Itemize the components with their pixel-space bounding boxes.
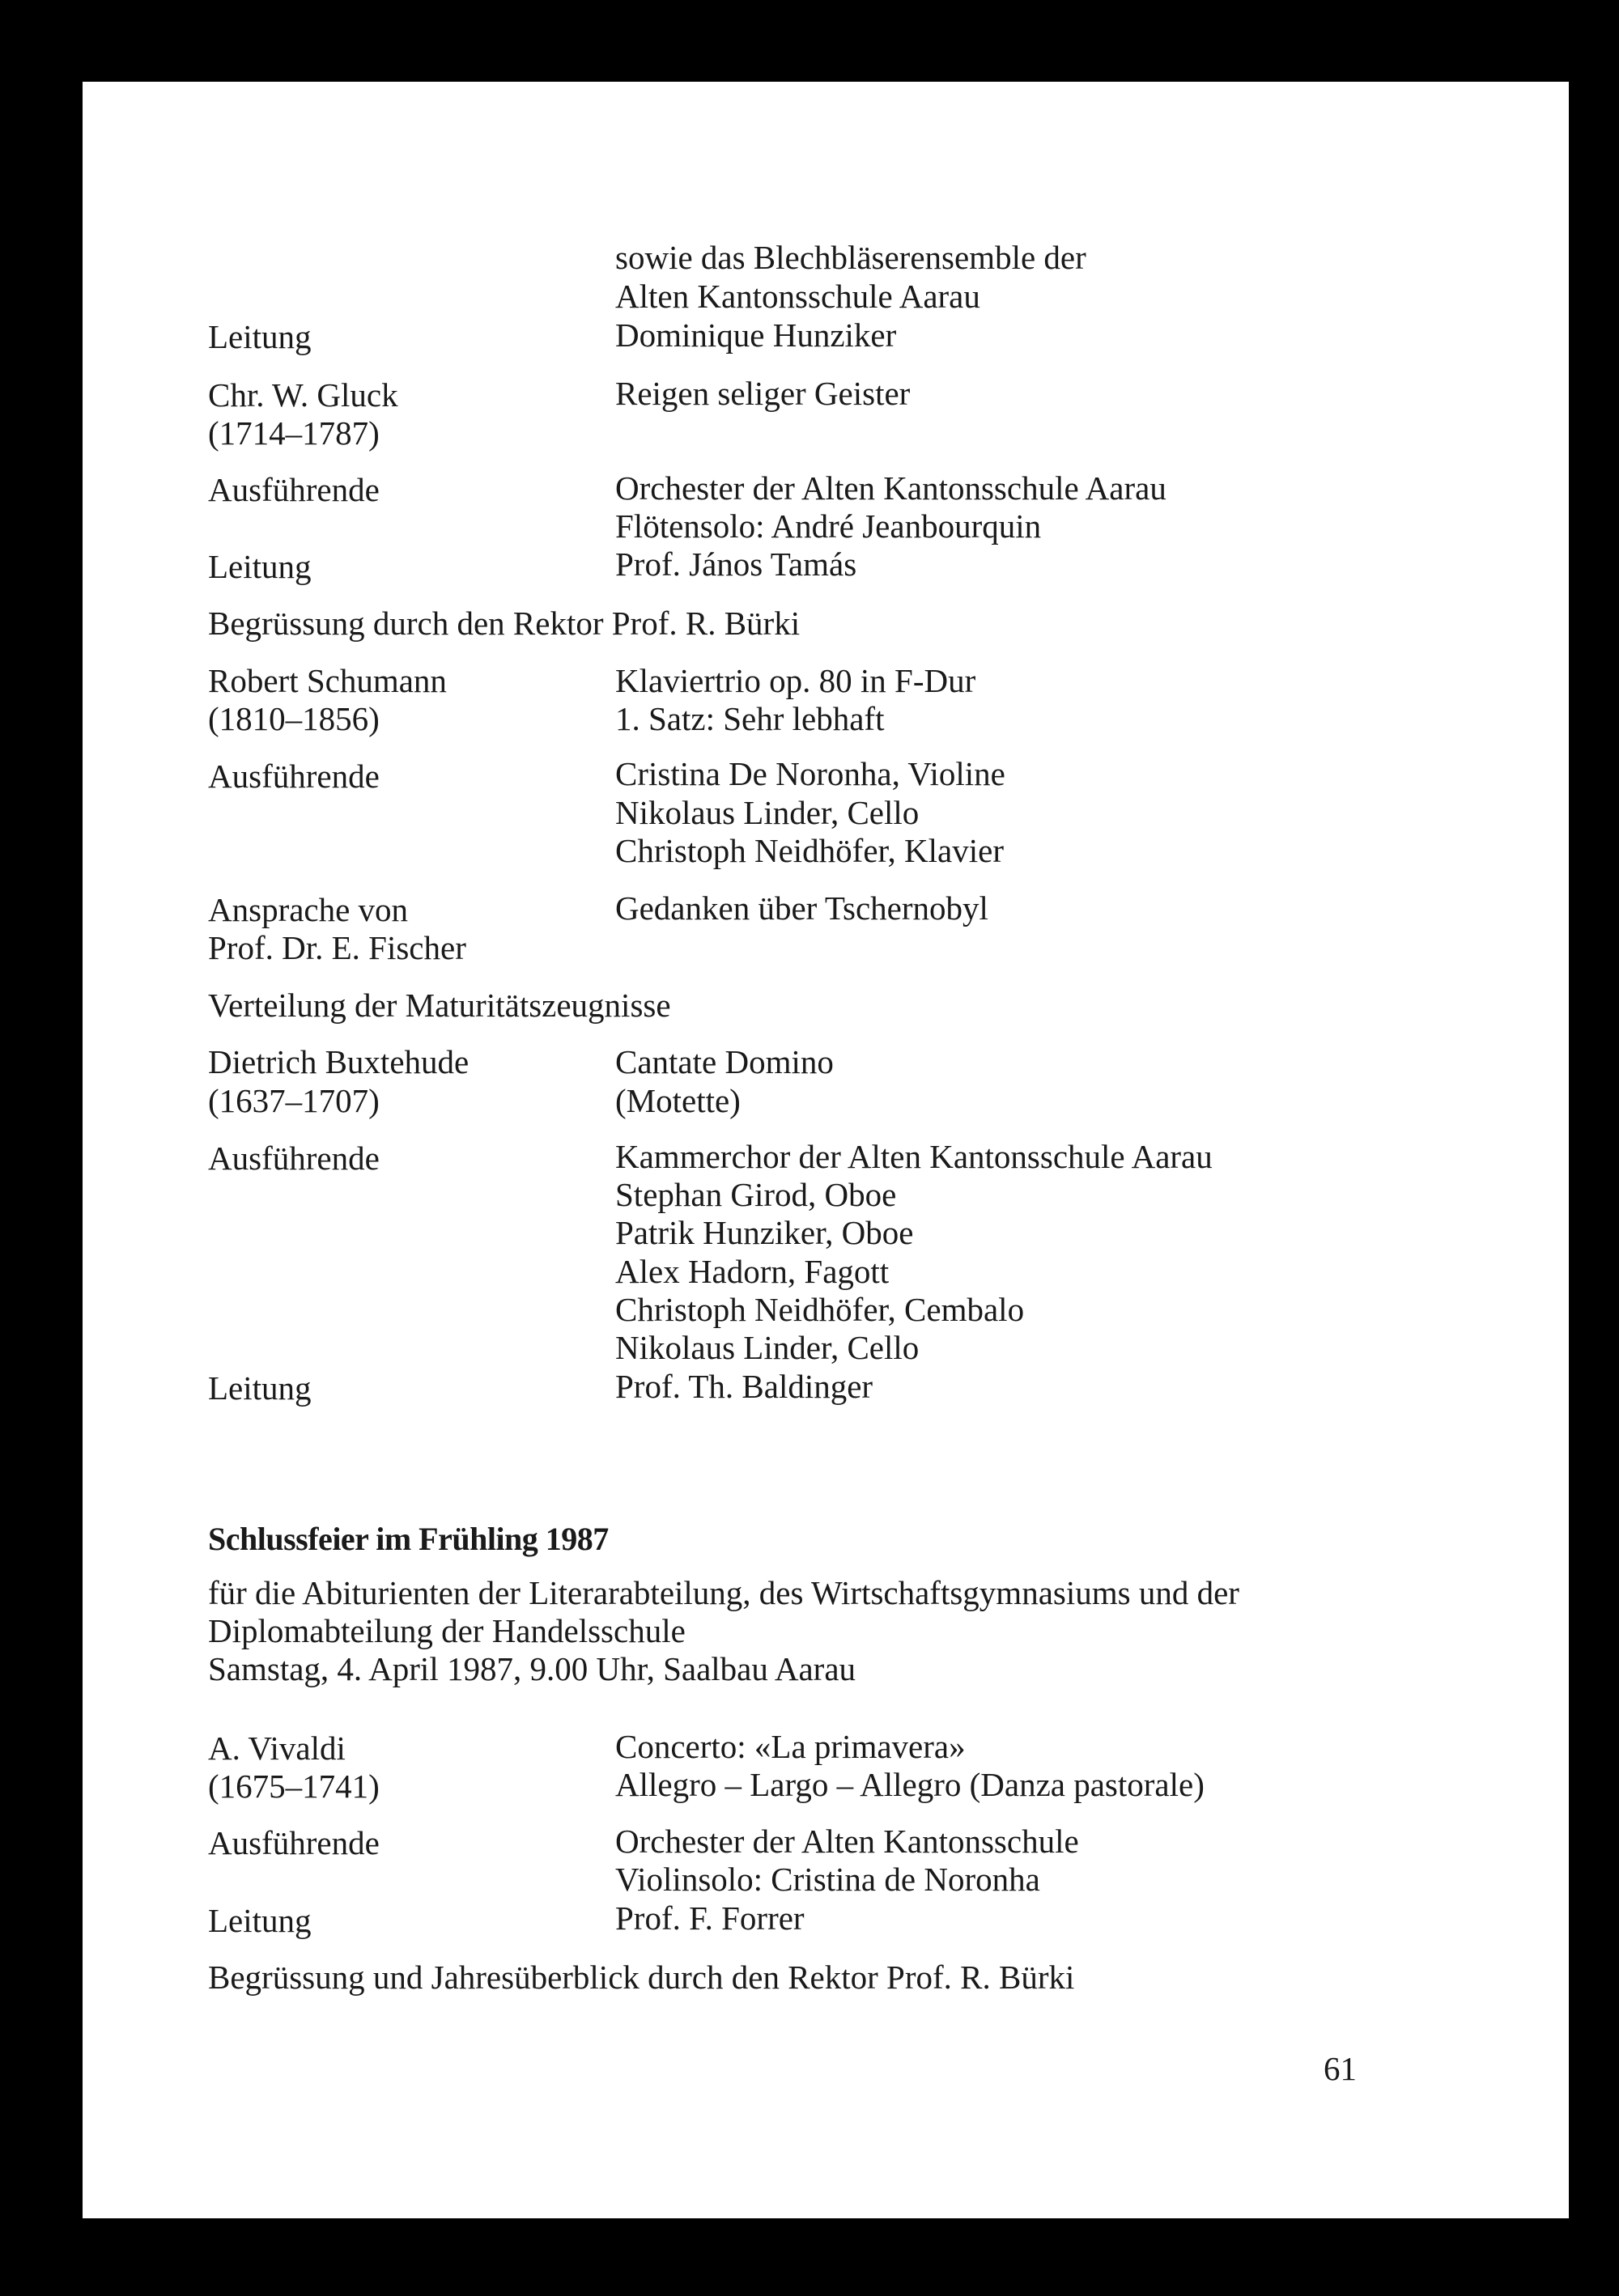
right-text: Christoph Neidhöfer, Klavier [615, 832, 1004, 869]
left-label: Leitung [208, 1902, 312, 1939]
work-detail: (Motette) [615, 1082, 741, 1119]
work-detail: 1. Satz: Sehr lebhaft [615, 700, 885, 737]
left-label: Ausführende [208, 1824, 380, 1861]
right-text: Alex Hadorn, Fagott [615, 1253, 890, 1290]
section-heading: Schlussfeier im Frühling 1987 [208, 1521, 609, 1557]
right-text: Stephan Girod, Oboe [615, 1176, 897, 1213]
right-text: Christoph Neidhöfer, Cembalo [615, 1291, 1025, 1328]
composer-dates: (1675–1741) [208, 1768, 380, 1805]
left-label: Ansprache von [208, 891, 409, 928]
composer-dates: (1810–1856) [208, 700, 380, 737]
right-text: sowie das Blechbläserensemble der [615, 239, 1086, 276]
right-text: Prof. F. Forrer [615, 1899, 805, 1937]
composer-name: A. Vivaldi [208, 1729, 346, 1767]
right-text: Alten Kantonsschule Aarau [615, 278, 980, 315]
left-label: Prof. Dr. E. Fischer [208, 929, 466, 966]
right-text: Violinsolo: Cristina de Noronha [615, 1861, 1040, 1898]
right-text: Nikolaus Linder, Cello [615, 1329, 920, 1366]
composer-name: Dietrich Buxtehude [208, 1043, 470, 1080]
left-label: Leitung [208, 548, 312, 585]
right-text: Flötensolo: André Jeanbourquin [615, 507, 1042, 545]
work-detail: Allegro – Largo – Allegro (Danza pastorale) [615, 1766, 1205, 1803]
work-title: Reigen seliger Geister [615, 375, 911, 412]
right-text: Orchester der Alten Kantonsschule Aarau [615, 469, 1166, 507]
left-label: Leitung [208, 318, 312, 355]
full-line: Begrüssung durch den Rektor Prof. R. Bürki [208, 605, 801, 642]
right-text: Patrik Hunziker, Oboe [615, 1214, 914, 1251]
left-label: Leitung [208, 1369, 312, 1407]
right-text: Prof. János Tamás [615, 545, 857, 583]
composer-name: Robert Schumann [208, 662, 447, 699]
right-text: Prof. Th. Baldinger [615, 1368, 873, 1405]
right-text: Dominique Hunziker [615, 316, 897, 354]
composer-name: Chr. W. Gluck [208, 376, 398, 414]
left-label: Ausführende [208, 1140, 380, 1177]
document-page [83, 82, 1569, 2218]
right-text: Kammerchor der Alten Kantonsschule Aarau [615, 1138, 1213, 1175]
right-text: Gedanken über Tschernobyl [615, 889, 988, 927]
work-title: Cantate Domino [615, 1043, 834, 1080]
left-label: Ausführende [208, 471, 380, 508]
page-number: 61 [1324, 2050, 1357, 2087]
work-title: Concerto: «La primavera» [615, 1728, 966, 1765]
full-line: Begrüssung und Jahresüberblick durch den Rektor Prof. R. Bürki [208, 1959, 1075, 1996]
full-line: Verteilung der Maturitätszeugnisse [208, 987, 671, 1024]
right-text: Cristina De Noronha, Violine [615, 755, 1005, 792]
right-text: Nikolaus Linder, Cello [615, 794, 920, 831]
intro-line: Samstag, 4. April 1987, 9.00 Uhr, Saalbau Aarau [208, 1650, 856, 1687]
work-title: Klaviertrio op. 80 in F-Dur [615, 662, 976, 699]
composer-dates: (1714–1787) [208, 414, 380, 452]
intro-line: Diplomabteilung der Handelsschule [208, 1612, 686, 1649]
right-text: Orchester der Alten Kantonsschule [615, 1823, 1079, 1860]
intro-line: für die Abiturienten der Literarabteilung, des Wirtschaftsgymnasiums und der [208, 1574, 1239, 1611]
left-label: Ausführende [208, 758, 380, 795]
composer-dates: (1637–1707) [208, 1082, 380, 1119]
